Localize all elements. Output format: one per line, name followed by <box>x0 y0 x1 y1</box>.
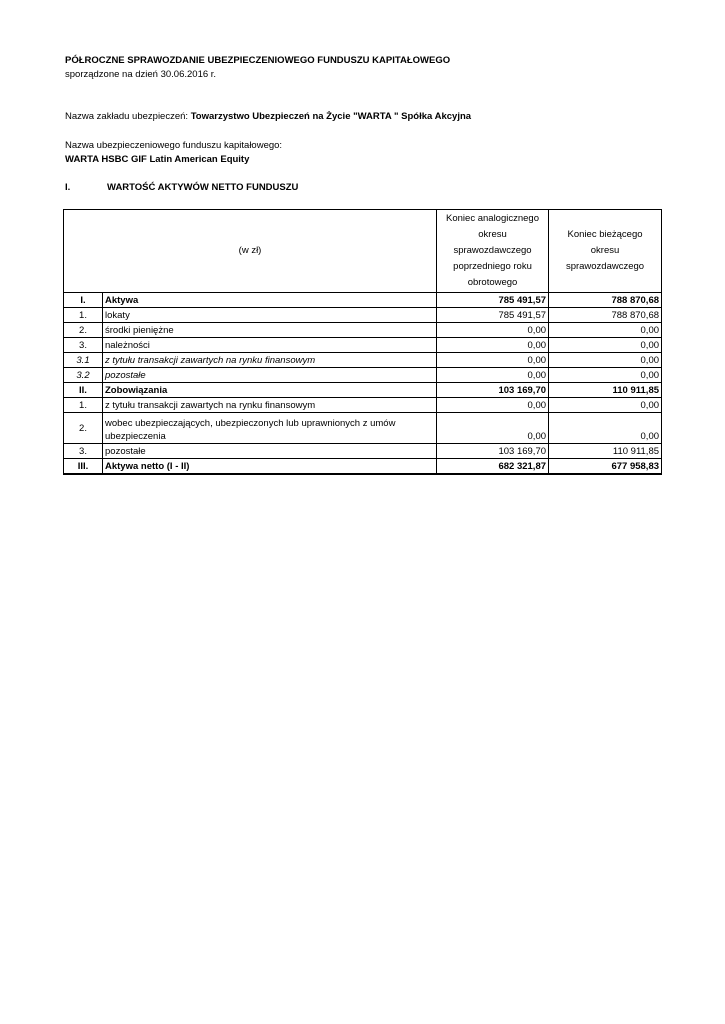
insurer-label: Nazwa zakładu ubezpieczeń: <box>65 111 191 122</box>
row-prev-value: 0,00 <box>437 353 549 368</box>
row-prev-value: 785 491,57 <box>437 293 549 308</box>
fund-label: Nazwa ubezpieczeniowego funduszu kapitałowego: <box>65 140 283 151</box>
row-prev-value: 0,00 <box>437 413 549 444</box>
row-label: pozostałe <box>103 368 437 383</box>
col-curr-line: okresu <box>590 245 620 256</box>
table-header-row <box>64 210 662 293</box>
col-prev-line: obrotowego <box>467 277 518 288</box>
col-prev-line: okresu <box>478 229 507 240</box>
row-prev-value: 682 321,87 <box>437 459 549 475</box>
row-number: II. <box>64 383 103 398</box>
row-prev-value: 103 169,70 <box>437 383 549 398</box>
table-row <box>64 353 662 368</box>
row-curr-value: 0,00 <box>549 413 662 444</box>
row-curr-value: 788 870,68 <box>549 293 662 308</box>
col-prev-line: sprawozdawczego <box>453 245 532 256</box>
row-prev-value: 785 491,57 <box>437 308 549 323</box>
row-label <box>103 413 437 444</box>
row-label: z tytułu transakcji zawartych na rynku finansowym <box>103 398 437 413</box>
row-prev-value: 103 169,70 <box>437 444 549 459</box>
row-curr-value: 0,00 <box>549 398 662 413</box>
row-number: 2. <box>64 413 103 444</box>
row-curr-value: 0,00 <box>549 338 662 353</box>
row-label: środki pieniężne <box>103 323 437 338</box>
row-number: III. <box>64 459 103 475</box>
col-prev-line: poprzedniego roku <box>453 261 532 272</box>
table-row <box>64 323 662 338</box>
row-label-line: ubezpieczenia <box>105 431 166 442</box>
table-row <box>64 293 662 308</box>
section-title: WARTOŚĆ AKTYWÓW NETTO FUNDUSZU <box>107 182 299 193</box>
table-row <box>64 413 662 444</box>
table-row <box>64 398 662 413</box>
row-label-line: wobec ubezpieczających, ubezpieczonych lub uprawnionych z umów <box>105 418 396 429</box>
col-curr-line: sprawozdawczego <box>565 261 645 272</box>
row-prev-value: 0,00 <box>437 368 549 383</box>
row-prev-value: 0,00 <box>437 323 549 338</box>
row-curr-value: 110 911,85 <box>549 383 662 398</box>
row-label: z tytułu transakcji zawartych na rynku finansowym <box>103 353 437 368</box>
row-number: 3.1 <box>64 353 103 368</box>
report-date: sporządzone na dzień 30.06.2016 r. <box>65 69 217 80</box>
insurer-name: Towarzystwo Ubezpieczeń na Życie "WARTA " Spółka Akcyjna <box>190 111 472 122</box>
row-curr-value: 0,00 <box>549 323 662 338</box>
table-row <box>64 444 662 459</box>
section-number: I. <box>65 182 71 193</box>
row-number: 2. <box>64 323 103 338</box>
row-number: 1. <box>64 308 103 323</box>
row-label: Aktywa netto (I - II) <box>103 459 437 475</box>
row-number: 3.2 <box>64 368 103 383</box>
col-prev-line: Koniec analogicznego <box>446 213 539 224</box>
row-number: 3. <box>64 444 103 459</box>
table-row <box>64 308 662 323</box>
row-label: pozostałe <box>103 444 437 459</box>
row-prev-value: 0,00 <box>437 398 549 413</box>
col-curr-header <box>549 210 662 293</box>
row-curr-value: 788 870,68 <box>549 308 662 323</box>
row-curr-value: 677 958,83 <box>549 459 662 475</box>
row-curr-value: 110 911,85 <box>549 444 662 459</box>
row-number: 1. <box>64 398 103 413</box>
row-label: lokaty <box>103 308 437 323</box>
net-assets-table <box>63 209 662 475</box>
row-prev-value: 0,00 <box>437 338 549 353</box>
insurer-line <box>65 111 471 123</box>
table-row <box>64 459 662 475</box>
unit-header <box>64 210 437 293</box>
table-row <box>64 338 662 353</box>
col-curr-line: Koniec bieżącego <box>567 229 643 240</box>
col-prev-header <box>437 210 549 293</box>
row-curr-value: 0,00 <box>549 368 662 383</box>
table-row <box>64 368 662 383</box>
row-label: Aktywa <box>103 293 437 308</box>
report-title: PÓŁROCZNE SPRAWOZDANIE UBEZPIECZENIOWEGO FUNDUSZU KAPITAŁOWEGO <box>65 55 451 66</box>
row-label: należności <box>103 338 437 353</box>
row-number: I. <box>64 293 103 308</box>
table-row <box>64 383 662 398</box>
fund-name: WARTA HSBC GIF Latin American Equity <box>65 154 250 165</box>
row-curr-value: 0,00 <box>549 353 662 368</box>
unit-label: (w zł) <box>238 245 262 256</box>
row-label: Zobowiązania <box>103 383 437 398</box>
row-number: 3. <box>64 338 103 353</box>
